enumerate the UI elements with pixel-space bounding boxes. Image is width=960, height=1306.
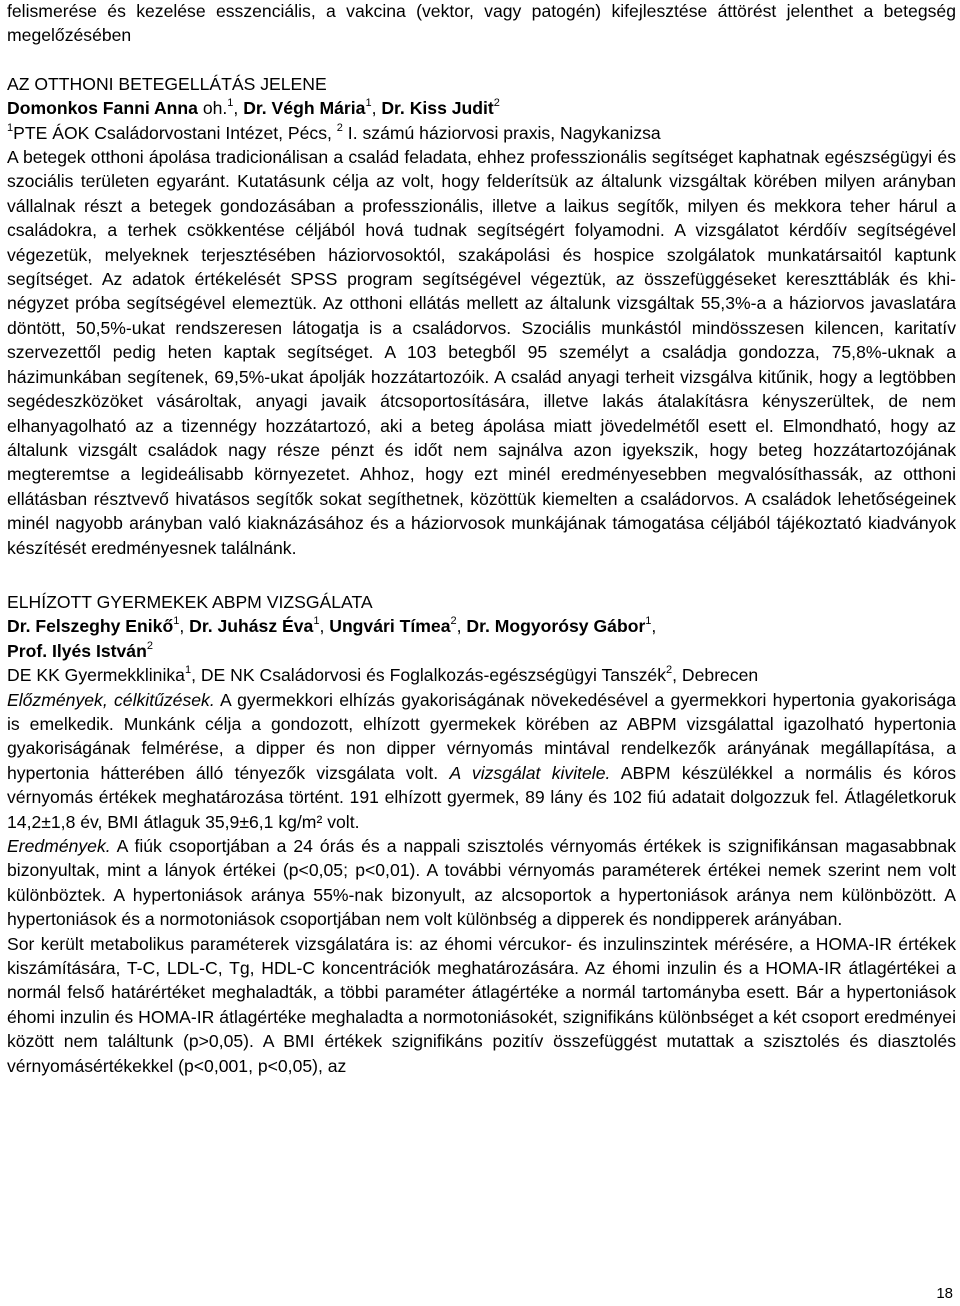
author-name: Ungvári Tímea (329, 616, 451, 637)
author-separator: , (233, 98, 244, 119)
author-name: Domonkos Fanni Anna (7, 98, 198, 119)
affiliation-marker: 1 (184, 664, 192, 677)
article-title: ELHÍZOTT GYERMEKEK ABPM VIZSGÁLATA (7, 591, 373, 612)
author-line (7, 639, 956, 663)
section-lead: A vizsgálat kivitele. (449, 762, 611, 783)
affiliation-line (7, 663, 956, 687)
affiliation-marker: 1 (645, 615, 652, 628)
paragraph-text: A fiúk csoportjában a 24 órás és a nappali szisztolés vérnyomás értékek is szignifikánsan magasabbnak bizonyultak, mint a lányok értékei (p<0,05; p<0,01). A további vérnyomás paraméterek értékei nemek szerint nem volt különböztek. A hypertoniások aránya 55%-nak bizonyult, az alcsoportok a hypertoniások aránya nem különbözött. A hypertoniások és a normotoniások csoportjában nem volt különbség a dipperek és nondipperek arányában. (7, 836, 956, 930)
affiliation-text: PTE ÁOK Családorvostani Intézet, Pécs, (13, 122, 337, 143)
article-title: AZ OTTHONI BETEGELLÁTÁS JELENE (7, 73, 327, 94)
author-name: Dr. Kiss Judit (381, 98, 494, 119)
author-separator: , (179, 616, 190, 637)
affiliation-marker: 2 (666, 664, 673, 677)
abstract-paragraph (7, 834, 956, 932)
affiliation-marker: 2 (336, 121, 343, 134)
paragraph-text: A gyermekkori elhízás gyakoriságának növekedésével a gyermekkori hypertonia gyakorisága is emelkedik. Munkánk célja a gondozott, elhízott gyermekek körében az ABPM vizsgálattal igazolható hypertonia gyakoriságának felmérése, a dipper és non dipper vérnyomás mintával rendelkezők arányának megállapítása, a hypertonia hátterében álló tényezők vizsgálata volt. (7, 689, 956, 783)
author-separator: , (319, 616, 330, 637)
affiliation-text: DE KK Gyermekklinika (7, 665, 185, 686)
author-suffix: oh. (197, 98, 228, 119)
abstract-paragraph (7, 688, 956, 834)
author-line (7, 614, 956, 638)
abstract-body: A betegek otthoni ápolása tradicionálisan a család feladata, ehhez professzionális segítséget kaphatnak egészségügyi és szociális területen egyaránt. Kutatásunk célja az volt, hogy felderítsük az általunk vizsgáltak körében milyen arányban vállalnak részt a betegek gondozásában a professzionális, illetve a laikus segítők, milyen és mekkora teher hárul a családokra, a terhek csökkentése céljából hová tudnak segítségért folyamodni. A vizsgálatot kérdőív segítségével végezetük, melyeknek terjesztésében háziorvosoktól, szakápolási és hospice szolgálatok munkatársaitól kaptunk segítséget. Az adatok értékelését SPSS program segítségével végeztük, az összefüggéseket kereszttáblák és khi-négyzet próba segítségével elemeztük. Az otthoni ellátás mellett az általunk vizsgáltak 55,3%-a a háziorvos javaslatára döntött, 50,5%-ukat rendszeresen látogatja is a családorvos. Szociális munkástól mindösszesen kilencen, karitatív szervezettől pedig heten kaptak segítséget. A 103 betegből 95 személyt a családja gondozza, 75,8%-uknak a házimunkában segítenek, 69,5%-ukat ápolják hozzátartozóik. A család anyagi terheit vizsgálva kitűnik, hogy a legtöbben segédeszközöket vásároltak, anyagi javaik átcsoportosítására, illetve lakás átalakításra kényszerültek, de nem elhanyagolható az a tizennégy hozzátartozó, aki a beteg ápolása miatt jövedelmétől esett el. Elmondható, hogy az általunk vizsgált családok nagy része pénzt és időt nem sajnálva azon igyekszik, hogy beteg hozzátartozójának megteremtse a legideálisabb környezetet. Ahhoz, hogy ezt minél eredményesebben megvalósíthassák, az otthoni ellátásban résztvevő hivatásos segítők sokat segíthetnek, közöttük kiemelten a családorvos. A családok lehetőségeinek minél nagyobb arányban való kiaknázásához és a háziorvosok munkájának támogatása céljából tájékoztató kiadványok készítését eredményesnek találnánk. (7, 147, 956, 558)
affiliation-marker: 1 (313, 615, 320, 628)
affiliation-marker: 2 (450, 615, 457, 628)
author-separator: , (371, 98, 382, 119)
author-name: Dr. Végh Mária (243, 98, 366, 119)
author-separator: , (456, 616, 467, 637)
author-line (7, 96, 956, 120)
author-name: Dr. Mogyorósy Gábor (466, 616, 646, 637)
document-page (7, 0, 956, 1078)
affiliation-marker: 2 (493, 97, 500, 110)
affiliation-marker: 1 (365, 97, 372, 110)
affiliation-text: , DE NK Családorvosi és Foglalkozás-egészségügyi Tanszék (191, 665, 667, 686)
paragraph-text: ABPM készülékkel a normális és kóros vérnyomás értékek meghatározása történt. 191 elhízott gyermek, 89 lány és 102 fiú adatait dolgozzuk fel. Átlagéletkoruk 14,2±1,8 év, BMI átlaguk 35,9±6,1 kg/m² volt. (7, 762, 956, 832)
affiliation-text: , Debrecen (672, 665, 759, 686)
section-lead: Eredmények. (7, 836, 111, 856)
affiliation-marker: 1 (173, 615, 180, 628)
page-number: 18 (936, 1285, 953, 1302)
author-name: Prof. Ilyés István (7, 640, 147, 661)
affiliation-line (7, 121, 956, 145)
section-lead: Előzmények, célkitűzések. (7, 689, 215, 710)
author-name: Dr. Juhász Éva (189, 616, 314, 637)
abstract-paragraph: Sor került metabolikus paraméterek vizsgálatára is: az éhomi vércukor- és inzulinszintek mérésére, a HOMA-IR értékek kiszámítására, T-C, LDL-C, Tg, HDL-C koncentrációk meghatározására. Az éhomi inzulin és a HOMA-IR átlagértékei a normál felső határértéket meghaladták, a többi paraméter átlagértéke a normál tartományba esett. Bár a hypertoniások éhomi inzulin és HOMA-IR átlagértéke meghaladta a normotoniásokét, szignifikáns különbséget a két csoport eredményei között nem találtunk (p>0,05). A BMI értékek szignifikáns pozitív összefüggést mutattak a szisztolés és diasztolés vérnyomásértékekkel (p<0,001, p<0,05), az (7, 933, 956, 1076)
affiliation-marker: 1 (227, 97, 234, 110)
author-separator: , (651, 616, 657, 637)
abstract-abpm-obese-children (7, 590, 956, 1078)
abstract-home-care (7, 72, 956, 560)
affiliation-text: I. számú háziorvosi praxis, Nagykanizsa (342, 122, 661, 143)
affiliation-marker: 2 (146, 639, 153, 652)
affiliation-marker: 1 (7, 121, 14, 134)
author-name: Dr. Felszeghy Enikő (7, 616, 174, 637)
previous-abstract-ending: felismerése és kezelése esszenciális, a vakcina (vektor, vagy patogén) kifejlesztése áttörést jelenthet a betegség megelőzésében (7, 1, 956, 46)
